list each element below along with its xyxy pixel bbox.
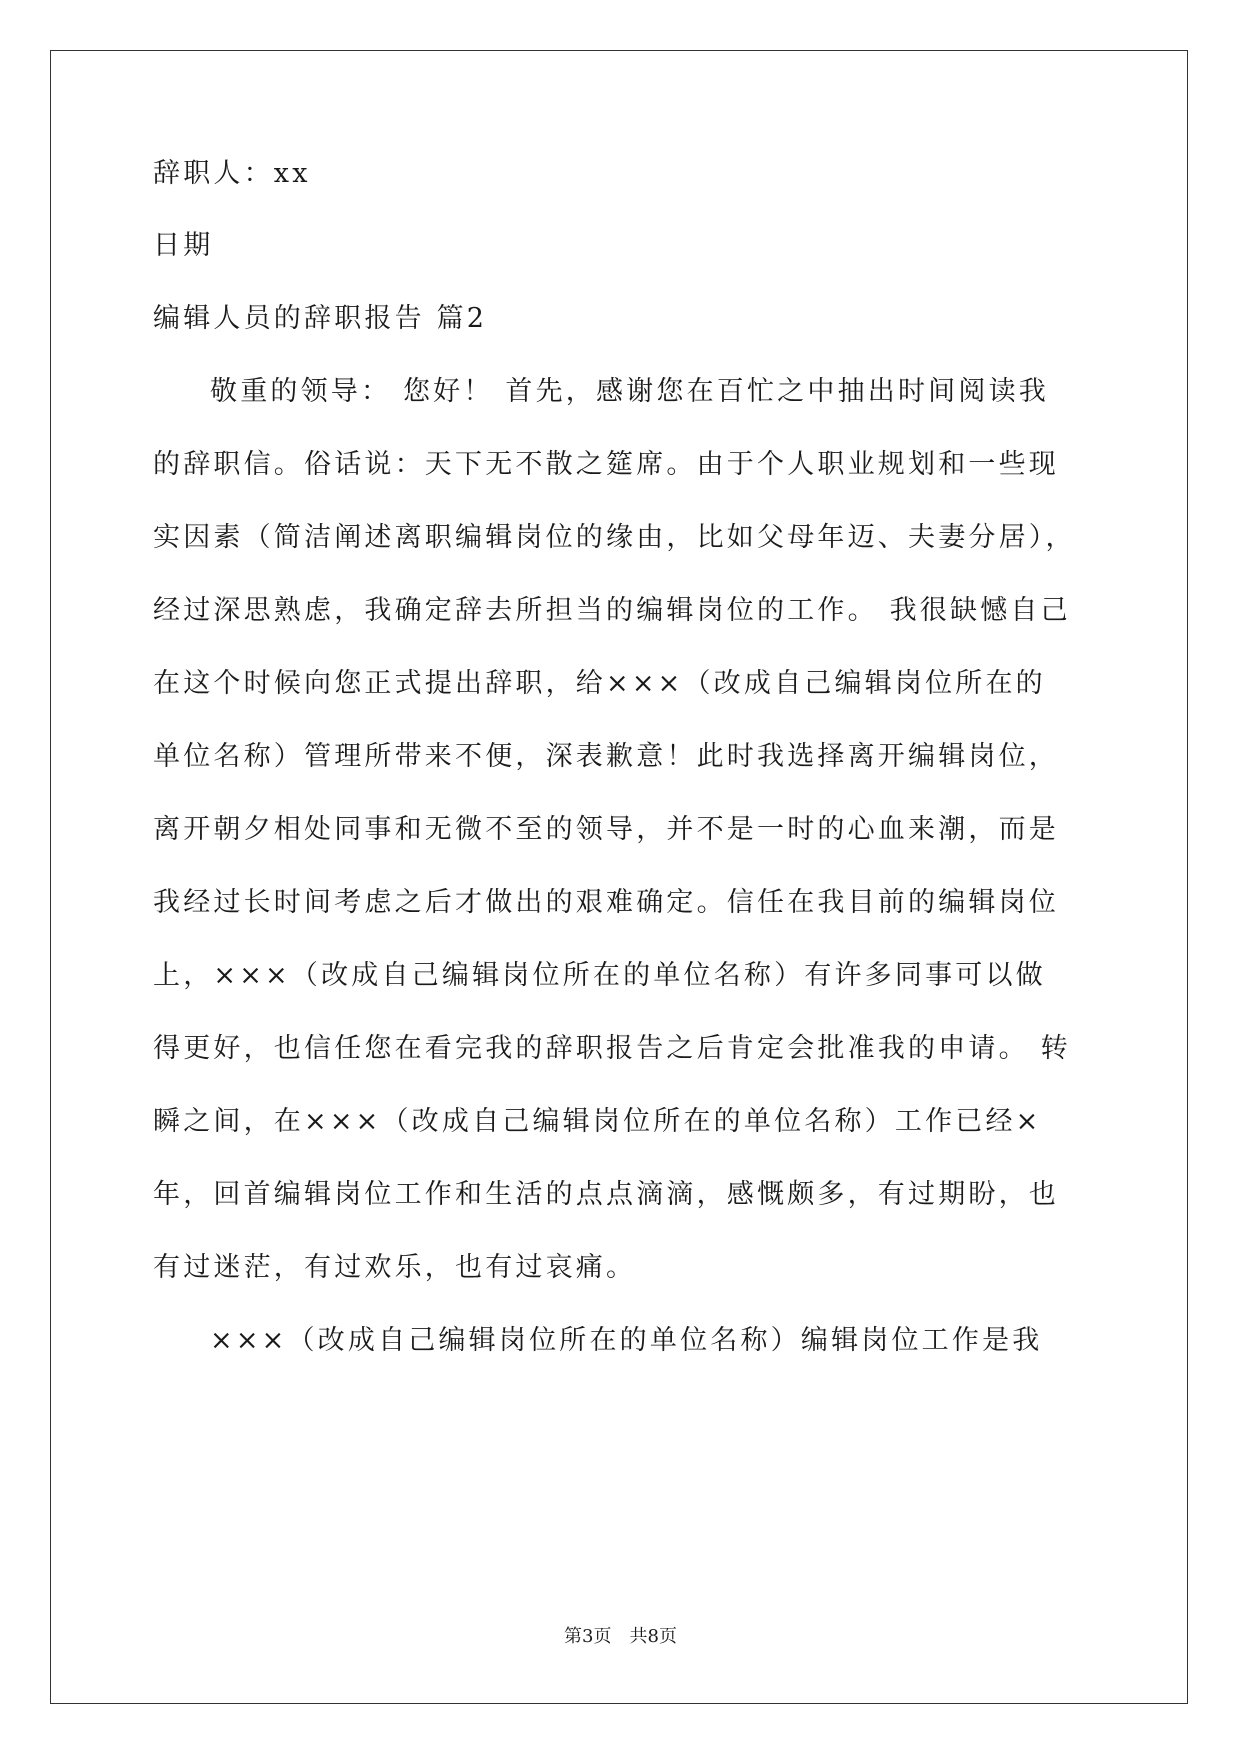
paragraph-line: 得更好，也信任您在看完我的辞职报告之后肯定会批准我的申请。 转 [153,1033,1071,1064]
page-number-footer: 第3页 共8页 [564,1626,677,1647]
paragraph-line: 实因素（简洁阐述离职编辑岗位的缘由，比如父母年迈、夫妻分居）， [153,522,1076,553]
paragraph-line: ×××（改成自己编辑岗位所在的单位名称）编辑岗位工作是我 [210,1325,1043,1356]
paragraph-line: 离开朝夕相处同事和无微不至的领导，并不是一时的心血来潮，而是 [153,814,1059,845]
date-line: 日期 [153,230,214,261]
page-border [50,50,1188,1704]
paragraph-line: 年，回首编辑岗位工作和生活的点点滴滴，感慨颇多，有过期盼，也 [153,1179,1059,1210]
paragraph-line: 单位名称）管理所带来不便，深表歉意！此时我选择离开编辑岗位， [153,741,1059,772]
paragraph-line: 的辞职信。俗话说：天下无不散之筵席。由于个人职业规划和一些现 [153,449,1059,480]
paragraph-line: 敬重的领导： 您好！ 首先，感谢您在百忙之中抽出时间阅读我 [210,376,1049,407]
resigner-line: 辞职人：xx [153,158,311,189]
section-title: 编辑人员的辞职报告 篇2 [153,303,488,334]
paragraph-line: 上，×××（改成自己编辑岗位所在的单位名称）有许多同事可以做 [153,960,1046,991]
paragraph-line: 有过迷茫，有过欢乐，也有过哀痛。 [153,1252,637,1283]
paragraph-line: 在这个时候向您正式提出辞职，给×××（改成自己编辑岗位所在的 [153,668,1046,699]
paragraph-line: 经过深思熟虑，我确定辞去所担当的编辑岗位的工作。 我很缺憾自己 [153,595,1071,626]
paragraph-line: 我经过长时间考虑之后才做出的艰难确定。信任在我目前的编辑岗位 [153,887,1059,918]
paragraph-line: 瞬之间，在×××（改成自己编辑岗位所在的单位名称）工作已经× [153,1106,1042,1137]
